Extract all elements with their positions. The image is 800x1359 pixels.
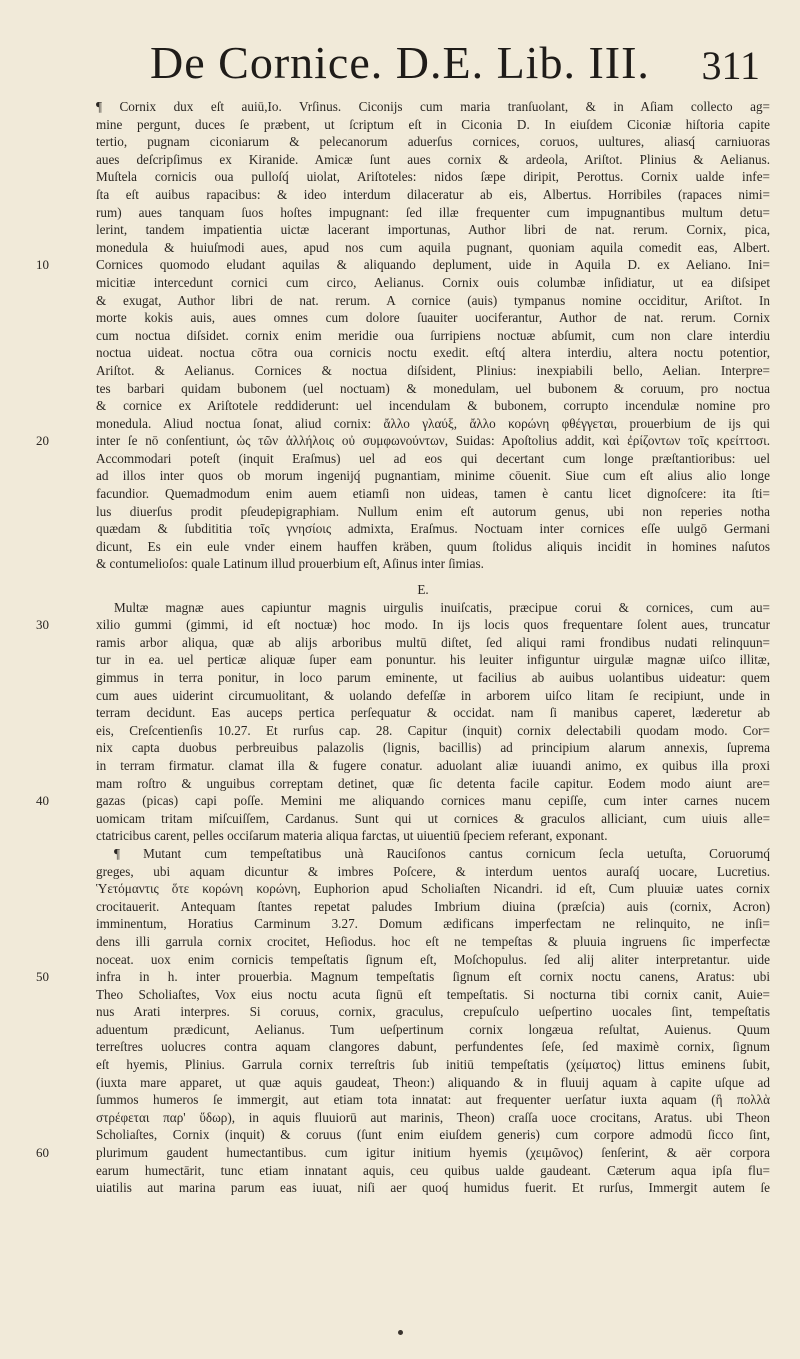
- text-line: [36, 1021, 774, 1039]
- section-gap: [36, 573, 774, 581]
- text-line: [36, 362, 774, 380]
- text-line: [36, 432, 774, 450]
- line-text: Accommodari poteſt (inquit Eraſmus) uel ad eos qui decertant cum longe præſtantioribus: uel: [96, 450, 770, 466]
- running-title: De Cornice. D.E. Lib. III.: [150, 37, 650, 88]
- text-line: [36, 256, 774, 274]
- line-text: tes barbari quidam bubonem (uel noctuam) & monedulam, uel bubonem & coruum, pro noctua: [96, 380, 770, 396]
- text-line: [36, 1126, 774, 1144]
- text-line: [36, 599, 774, 617]
- line-text: & contumelioſos: quale Latinum illud prouerbium eſt, Aſinus inter ſimias.: [96, 556, 484, 572]
- line-text: στρέφεται παρ' ὕδωρ), in aquis fluuiorū aut marinis, Theon) craſſa uoce crocitans, Aratus. ubi Theon: [96, 1109, 770, 1125]
- line-text: rum) aues tanquam ſuos hoſtes impugnant: ſed illæ frequenter cum impugnantibus multum detu=: [96, 204, 770, 220]
- text-line: [36, 1056, 774, 1074]
- line-text: (iuxta mare apparet, ut quæ aquis gaudeat, Theon:) aliquando & in fluuij aquam à capite uſque ad: [96, 1074, 770, 1090]
- line-number: 20: [36, 433, 49, 449]
- page-number: 311: [701, 43, 760, 88]
- text-line: [36, 898, 774, 916]
- text-line: [36, 415, 774, 433]
- line-text: & cornice ex Ariſtotele reddiderunt: uel incendulam & bubonem, corrupto incendulæ nomine pro: [96, 398, 770, 414]
- line-text: xilio gummi (gimmi, id eſt noctuæ) hoc modo. In ijs locis quos frequentare ſolent aues, truncatur: [96, 617, 770, 633]
- line-text: tur in ea. uel perticæ aliquæ ſuper eam ponuntur. his leuiter infiguntur uirgulæ magnæ uiſco illitæ,: [96, 652, 770, 668]
- text-line: [36, 651, 774, 669]
- text-line: [36, 397, 774, 415]
- line-text: morte kokis auis, aues omnes cum dolore ſuauiter uociferantur, Author de nat. rerum. Cornix: [96, 310, 770, 326]
- text-line: [36, 292, 774, 310]
- line-text: ſta eſt auibus rapacibus: & ideo interdum dilaceratur ab eis, Albertus. Horribiles (rapaces nimi=: [96, 186, 770, 202]
- text-line: [36, 616, 774, 634]
- text-line: [36, 1038, 774, 1056]
- text-line: [36, 98, 774, 116]
- text-line: [36, 133, 774, 151]
- line-text: Ariſtot. & Aelianus. Cornices & noctua diſsident, Plinius: inexpiabili bello, Aelian. Interpre=: [96, 362, 770, 378]
- text-line: [36, 968, 774, 986]
- text-line: [36, 915, 774, 933]
- line-text: quædam & ſubdititia τοῖς γνησίοις admixta, Eraſmus. Noctuam inter cornices eſſe uulgō Germani: [96, 521, 770, 537]
- ink-dot: [398, 1330, 403, 1335]
- line-text: Cornices quomodo eludant aquilas & aliquando deplument, uide in Aquila D. ex Aeliano. Ini=: [96, 257, 770, 273]
- line-text: gazas (picas) capi poſſe. Memini me aliquando cornices manu cepiſſe, cum inter carnes nucem: [96, 793, 770, 809]
- text-line: [36, 933, 774, 951]
- line-text: ¶ Cornix dux eſt auiū,Io. Vrſinus. Ciconijs cum maria tranſuolant, & in Aſiam collecto ag=: [96, 99, 770, 114]
- line-text: cum aues uiderint circumuolitant, & uolando defeſſæ in arborem uiſco litam ſe recipiunt, unde in: [96, 687, 770, 703]
- text-line: [36, 520, 774, 538]
- line-text: cum noctua diſsidet. cornix enim meridie oua ſurripiens noctuæ abſumit, cum non clare interdiu: [96, 327, 770, 343]
- text-line: [36, 168, 774, 186]
- line-text: infra in h. inter prouerbia. Magnum tempeſtatis ſignum eſt cornix noctu canens, Aratus: ubi: [96, 969, 770, 985]
- line-text: Ὑετόμαντις ὅτε κορώνη κορώνη, Euphorion apud Scholiaſten Nicandri. id eſt, Cum pluuiæ uates cornix: [96, 881, 770, 897]
- text-line: [36, 450, 774, 468]
- text-line: [36, 186, 774, 204]
- text-line: [36, 757, 774, 775]
- line-text: facundior. Quemadmodum enim auem etiamſi non uideas, tamen è cantu licet dignoſcere: ita ſti=: [96, 486, 770, 502]
- line-text: plurimum gaudent humectantibus. cum igitur initium hyemis (χειμῶνος) ſenſerint, & aër corpora: [96, 1145, 770, 1161]
- line-text: noctua uideat. noctua cōtra oua cornicis noctu exedit. eſtq́ altera interdiu, altera noctu potentior,: [96, 345, 770, 361]
- text-line: [36, 221, 774, 239]
- line-text: noceat. uox enim cornicis tempeſtatis ſignum eſt, Moſchopulus. ſed alij aliter interpretantur. uide: [96, 951, 770, 967]
- line-text: aues deſcripſimus ex Kiranide. Amicæ ſunt aues cornix & ardeola, Ariſtot. Plinius & Aelianus.: [96, 151, 770, 167]
- line-text: terreſtres uolucres contra aquam clangores dabunt, perfundentes ſeſe, ſed maximè cornix, ſignum: [96, 1039, 770, 1055]
- text-line: [36, 151, 774, 169]
- line-text: eſt hyemis, Plinius. Garrula cornix terreſtris ſub initiū tempeſtatis (χείματος) littus eminens ſubit,: [96, 1057, 770, 1073]
- line-text: crocitauerit. Antequam ſtantes repetat paludes Imbrium diuina (præſcia) auis (cornix, Acron): [96, 898, 770, 914]
- line-text: lus diuerſus prodit pſeudepigraphiam. Nullum enim eſt autorum genus, ubi non reperies notha: [96, 503, 770, 519]
- text-line: [36, 1144, 774, 1162]
- line-text: dicunt, Es ein eule vnder einem hauffen kräben, quum ſtolidus aliquis incidit in homines naſutos: [96, 538, 770, 554]
- line-text: aduentum prædicunt, Aelianus. Tum ueſpertinum cornix longæua reſultat, Auienus. Quum: [96, 1021, 770, 1037]
- text-line: [36, 1074, 774, 1092]
- text-line: [36, 687, 774, 705]
- line-text: nix capta duobus perbreuibus palazolis (lignis, bacillis) ad principium alarum annexis, ſuprema: [96, 740, 770, 756]
- text-line: [36, 880, 774, 898]
- line-text: mine pergunt, duces ſe præbent, ut ſcriptum eſt in Ciconia D. In eiuſdem Ciconiæ hiſtoria capite: [96, 116, 770, 132]
- line-text: ad illos inter quos ob morum ingenijq́ pugnantiam, minime cōuenit. Siue cum eſt alius alio longe: [96, 468, 770, 484]
- line-text: uiatilis aut marina parum eas iuuat, niſi aer quoq́ humidus fuerit. Et rurſus, Immergit autem ſe: [96, 1180, 770, 1196]
- line-text: mam roſtro & unguibus correptam detinet, quæ ſic detenta facile capitur. Eodem modo aiunt are=: [96, 775, 770, 791]
- text-line: [36, 739, 774, 757]
- page-header: [150, 37, 760, 100]
- text-line: [36, 1091, 774, 1109]
- line-text: ctatricibus carent, pelles occiſarum materia aliqua farctas, ut uiuentiū ſpeciem referant, exponant.: [96, 828, 608, 844]
- line-text: monedula. Aliud noctua ſonat, aliud cornix: ἄλλο γλαύξ, ἄλλο κορώνη φθέγγεται, prouerbium de ijs qui: [96, 415, 770, 431]
- line-text: Theo Scholiaſtes, Vox eius noctu acuta ſignū eſt tempeſtatis. Si nocturna tibi cornix canit, Auie=: [96, 986, 770, 1002]
- text-line: [36, 775, 774, 793]
- line-text: gimmus in terra ponitur, in loco parum eminente, ut facilius ab auibus uolantibus uideatur: quem: [96, 670, 770, 685]
- text-line: [36, 239, 774, 257]
- text-line: [36, 951, 774, 969]
- line-text: ſummos humeros ſe immergit, aut etiam tota innatat: aut frequenter uerſatur iuxta aquam (ἢ πολλὰ: [96, 1092, 770, 1108]
- text-line: [36, 1003, 774, 1021]
- text-line: [36, 380, 774, 398]
- line-text: Scholiaſtes, Cornix (inquit) & coruus (ſunt enim eiuſdem generis) cum corpore admodū ſicco ſint,: [96, 1127, 770, 1143]
- text-line: [36, 327, 774, 345]
- text-line: [36, 309, 774, 327]
- text-line: [36, 467, 774, 485]
- text-line: [36, 810, 774, 828]
- line-number: 30: [36, 617, 49, 633]
- line-text: ramis arbor aliqua, quæ ab alijs arboribus multū diſtet, ſed aliqui rami frondibus nudati relinquun=: [96, 634, 770, 650]
- text-line: [36, 485, 774, 503]
- text-line: [36, 503, 774, 521]
- line-text: eis, Creſcentienſis 10.27. Et rurſus cap. 28. Capitur (inquit) cornix delectabili quodam modo. Cor=: [96, 722, 770, 738]
- line-text: ¶ Mutant cum tempeſtatibus unà Rauciſonos cantus cornicum ſecla uetuſta, Coruorumq́: [114, 845, 770, 861]
- line-text: greges, ubi aquam dicuntur & imbres Poſcere, & interdum uentos auraſq́ uocare, Lucretius.: [96, 863, 770, 879]
- text-line: [36, 344, 774, 362]
- line-text: inter ſe nō conſentiunt, ὡς τῶν ἀλλήλοις οὐ συμφωνούντων, Suidas: Apoſtolius addit, καὶ ἐρίζοντων τοῖς κρείττοσι.: [96, 433, 770, 449]
- text-line: [36, 792, 774, 810]
- text-line: [36, 845, 774, 863]
- line-number: 10: [36, 257, 49, 273]
- line-text: monedula & huiuſmodi aues, apud nos cum aquila pugnant, quoniam aquila comedit eas, Albert.: [96, 239, 770, 255]
- text-line: [36, 274, 774, 292]
- text-line: [36, 669, 774, 687]
- line-text: nus Arati interpres. Si coruus, cornix, graculus, crepuſculo ueſpertino uocales ſint, tempeſtatis: [96, 1004, 770, 1020]
- text-line: [36, 555, 774, 573]
- text-line: [36, 704, 774, 722]
- line-text: & exugat, Author libri de nat. rerum. A cornice (auis) tympanus nomine occiditur, Ariſtot. In: [96, 292, 770, 308]
- line-text: earum humectārit, tunc etiam innatant aquis, ceu quibus ualde gaudeant. Cæterum aqua ipſa flu=: [96, 1162, 770, 1178]
- text-line: [36, 116, 774, 134]
- line-text: Muſtela cornicis oua pulloſq́ uiolat, Ariſtoteles: nidos ſæpe diripit, Perottus. Cornix ualde infe=: [96, 169, 770, 185]
- line-text: terram decidunt. Eas auceps pertica perſequatur & occidat. nam ſi manibus caperet, læderetur ab: [96, 705, 770, 721]
- line-text: in terram firmatur. clamat illa & fugere conatur. aduolant aliæ iuuandi animo, ex quibus illa proxi: [96, 757, 770, 773]
- text-line: [36, 1162, 774, 1180]
- line-text: lerint, tandem impatientia uictæ lacerant importunas, Author libri de nat. rerum. Cornix, pica,: [96, 222, 770, 238]
- line-text: dens illi garrula cornix crocitet, Heſiodus. hoc eſt ne tempeſtas & pluuia ingruens ſic imperfectæ: [96, 933, 770, 949]
- text-line: [36, 986, 774, 1004]
- section-letter: [36, 581, 774, 599]
- line-text: uomicam tritam miſcuiſſem, Cardanus. Sunt qui ut cornices & graculos alliciant, cum uiuis alle=: [96, 810, 770, 826]
- text-line: [36, 204, 774, 222]
- line-text: imminentum, Horatius Carminum 3.27. Domum ædificans imperfectam ne relinquito, ne inſi=: [96, 916, 770, 932]
- text-body: [36, 98, 774, 1197]
- text-line: [36, 1179, 774, 1197]
- line-number: 40: [36, 793, 49, 809]
- text-line: [36, 863, 774, 881]
- text-line: [36, 1109, 774, 1127]
- line-text: E.: [417, 582, 429, 598]
- line-number: 60: [36, 1145, 49, 1161]
- line-text: tertio, pugnam ciconiarum & pelecanorum aduerſus cornices, coruos, uultures, aliasq́ carniuoras: [96, 134, 770, 150]
- line-text: Multæ magnæ aues capiuntur magnis uirgulis inuiſcatis, præcipue corui & cornices, cum au=: [114, 599, 770, 615]
- text-line: [36, 722, 774, 740]
- text-line: [36, 634, 774, 652]
- line-text: micitiæ intercedunt cornici cum circo, Aelianus. Cornix ouis columbæ inſidiatur, ut ea diſsipet: [96, 274, 770, 290]
- line-number: 50: [36, 969, 49, 985]
- text-line: [36, 538, 774, 556]
- text-line: [36, 827, 774, 845]
